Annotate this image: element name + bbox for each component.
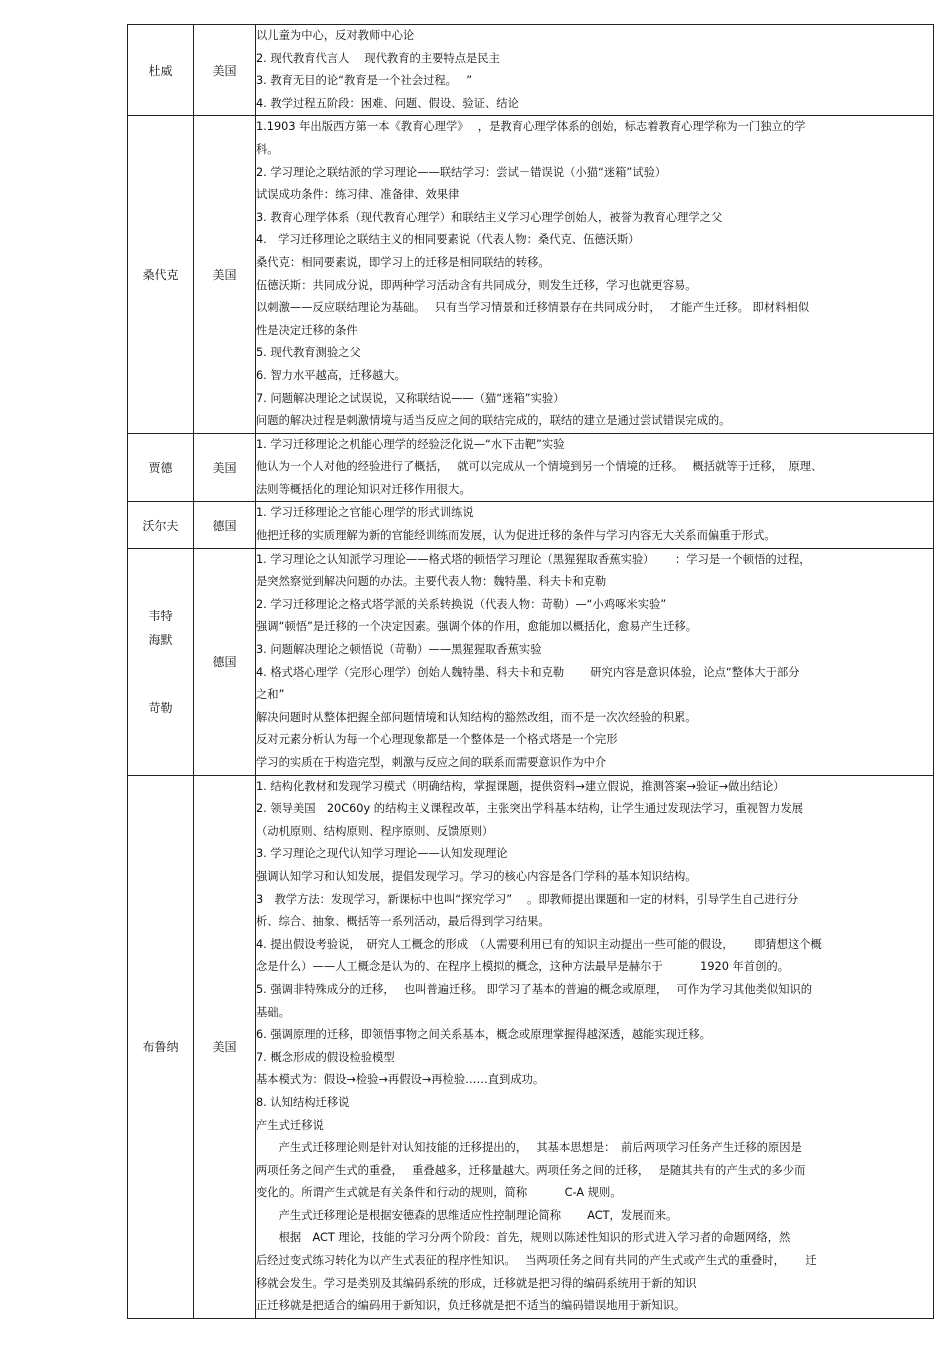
theorist-name: 沃尔夫: [142, 518, 179, 533]
content-line: 2. 学习迁移理论之格式塔学派的关系转换说（代表人物：苛勒）—“小鸡啄米实验”: [256, 597, 667, 611]
content-line: 产生式迁移说: [256, 1118, 324, 1132]
content-line: 2. 现代教育代言人 现代教育的主要特点是民主: [256, 51, 500, 65]
country-cell: [194, 548, 256, 775]
country-cell: [194, 25, 256, 116]
content-line: 桑代克：相同要素说，即学习上的迁移是相同联结的转移。: [256, 255, 550, 269]
content-line: 后经过变式练习转化为以产生式表征的程序性知识。 当两项任务之间有共同的产生式或产生式的重叠时， 迁: [256, 1254, 817, 1268]
content-line: 3. 学习理论之现代认知学习理论——认知发现理论: [256, 847, 508, 861]
content-line: 产生式迁移理论是根据安德森的思维适应性控制理论简称 ACT，发展而来。: [256, 1208, 678, 1222]
theorists-table: [127, 24, 934, 1319]
country-label: 美国: [212, 268, 237, 283]
content-line: 4. 格式塔心理学（完形心理学）创始人魏特墨、科夫卡和克勒 研究内容是意识体验，论点“整体大于部分: [256, 665, 800, 679]
content-line: 4. 学习迁移理论之联结主义的相同要素说（代表人物：桑代克、伍德沃斯）: [256, 233, 640, 247]
content-line: 3 教学方法：发现学习，新课标中也叫“探究学习” 。即教师提出课题和一定的材料，引导学生自己进行分: [256, 892, 799, 906]
content-line: 科。: [256, 142, 279, 156]
content-line: 是突然察觉到解决问题的办法。主要代表人物：魏特墨、科夫卡和克勒: [256, 575, 607, 589]
content-line: 2. 领导美国 20C60y 的结构主义课程改革，主张突出学科基本结构，让学生通过发现法学习，重视智力发展: [256, 802, 804, 816]
theorist-name: 韦特: [148, 608, 173, 623]
country-cell: [194, 775, 256, 1318]
theory-content-cell: [256, 502, 934, 548]
content-line: 反对元素分析认为每一个心理现象都是一个整体是一个格式塔是一个完形: [256, 733, 618, 747]
content-line: 3. 教育心理学体系（现代教育心理学）和联结主义学习心理学创始人，被誉为教育心理学之父: [256, 210, 723, 224]
content-line: 8. 认知结构迁移说: [256, 1095, 350, 1109]
content-line: 变化的。所谓产生式就是有关条件和行动的规则，简称 C-A 规则。: [256, 1186, 622, 1200]
content-line: 2. 学习理论之联结派的学习理论——联结学习：尝试－错误说（小猫“迷箱”试验）: [256, 165, 667, 179]
content-line: 正迁移就是把适合的编码用于新知识，负迁移就是把不适当的编码错误地用于新知识。: [256, 1299, 686, 1313]
table-row: [128, 775, 934, 1318]
content-line: 5. 强调非特殊成分的迁移， 也叫普遍迁移。 即学习了基本的普遍的概念或原理， 可作为学习其他类似知识的: [256, 982, 813, 996]
theorist-name-cell: [128, 433, 194, 502]
content-line: 解决问题时从整体把握全部问题情境和认知结构的豁然改组，而不是一次次经验的积累。: [256, 710, 697, 724]
content-line: 两项任务之间产生式的重叠， 重叠越多，迁移量越大。两项任务之间的迁移， 是随其共有的产生式的多少而: [256, 1163, 806, 1177]
theorist-name: 苛勒: [148, 700, 173, 715]
theorist-name-cell: [128, 25, 194, 116]
country-cell: [194, 502, 256, 548]
content-line: 4. 教学过程五阶段：困难、问题、假设、验证、结论: [256, 96, 519, 110]
theorist-name: 海默: [148, 632, 173, 647]
content-line: 强调“顿悟”是迁移的一个决定因素。强调个体的作用，愈能加以概括化，愈易产生迁移。: [256, 620, 697, 634]
theory-content-cell: [256, 775, 934, 1318]
content-line: 1. 学习迁移理论之机能心理学的经验泛化说—“水下击靶”实验: [256, 437, 565, 451]
content-line: 1.1903 年出版西方第一本《教育心理学》 ，是教育心理学体系的创始，标志着教育心理学称为一门独立的学: [256, 120, 806, 134]
country-label: 美国: [212, 1040, 237, 1055]
country-label: 德国: [212, 655, 237, 670]
content-line: 法则等概括化的理论知识对迁移作用很大。: [256, 482, 471, 496]
content-line: 移就会发生。学习是类别及其编码系统的形成，迁移就是把习得的编码系统用于新的知识: [256, 1276, 697, 1290]
content-line: 6. 智力水平越高，迁移越大。: [256, 368, 406, 382]
theory-content-cell: [256, 25, 934, 116]
theorist-name-cell: [128, 116, 194, 433]
content-line: 4. 提出假设考验说， 研究人工概念的形成 （人需要利用已有的知识主动提出一些可能的假设， 即猜想这个概: [256, 937, 822, 951]
theorist-name: 桑代克: [142, 268, 179, 283]
content-line: 问题的解决过程是刺激情境与适当反应之间的联结完成的，联结的建立是通过尝试错误完成的。: [256, 414, 731, 428]
content-line: 5. 现代教育测验之父: [256, 346, 361, 360]
table-row: [128, 116, 934, 433]
content-line: 7. 问题解决理论之试误说，又称联结说——（猫“迷箱”实验）: [256, 391, 565, 405]
content-line: 他把迁移的实质理解为新的官能经训练而发展，认为促进迁移的条件与学习内容无大关系而偏重于形式。: [256, 529, 776, 543]
content-line: 性是决定迁移的条件: [256, 323, 358, 337]
theory-content-cell: [256, 116, 934, 433]
theorist-name: 杜威: [148, 63, 173, 78]
content-line: 强调认知学习和认知发展，提倡发现学习。学习的核心内容是各门学科的基本知识结构。: [256, 869, 697, 883]
theorist-names: [128, 604, 193, 720]
country-cell: [194, 433, 256, 502]
content-line: （动机原则、结构原则、程序原则、反馈原则）: [256, 824, 494, 838]
content-line: 1. 结构化教材和发现学习模式（明确结构，掌握课题，提供资料→建立假说，推测答案→验证→做出结论）: [256, 779, 785, 793]
content-line: 6. 强调原理的迁移，即领悟事物之间关系基本，概念或原理掌握得越深透，越能实现迁移。: [256, 1028, 711, 1042]
theory-content-cell: [256, 548, 934, 775]
table-row: [128, 25, 934, 116]
country-label: 德国: [212, 518, 237, 533]
content-line: 基础。: [256, 1005, 290, 1019]
table-body: [128, 25, 934, 1319]
table-row: [128, 502, 934, 548]
content-line: 7. 概念形成的假设检验模型: [256, 1050, 395, 1064]
content-line: 学习的实质在于构造完型，刺激与反应之间的联系而需要意识作为中介: [256, 756, 607, 769]
content-line: 他认为一个人对他的经验进行了概括， 就可以完成从一个情境到另一个情境的迁移。 概括就等于迁移， 原理、: [256, 460, 823, 474]
content-line: 1. 学习迁移理论之官能心理学的形式训练说: [256, 506, 474, 520]
content-line: 以刺激——反应联结理论为基础。 只有当学习情景和迁移情景存在共同成分时， 才能产生迁移。 即材料相似: [256, 301, 810, 315]
content-line: 1. 学习理论之认知派学习理论——格式塔的顿悟学习理论（黑猩猩取香蕉实验） ：学习是一个顿悟的过程，: [256, 552, 811, 566]
content-line: 析、综合、抽象、概括等一系列活动，最后得到学习结果。: [256, 915, 550, 929]
theorist-name: 布鲁纳: [142, 1040, 179, 1055]
country-label: 美国: [212, 63, 237, 78]
content-line: 基本模式为：假设→检验→再假设→再检验……直到成功。: [256, 1073, 545, 1087]
content-line: 试误成功条件：练习律、准备律、效果律: [256, 188, 460, 202]
content-line: 念是什么）——人工概念是认为的、在程序上模拟的概念，这种方法最早是赫尔于 1920 年首创的。: [256, 960, 789, 974]
table-row: [128, 548, 934, 775]
theorist-name: 贾德: [148, 461, 173, 476]
theorist-name-cell: [128, 548, 194, 775]
content-line: 3. 问题解决理论之顿悟说（苛勒）——黑猩猩取香蕉实验: [256, 643, 542, 657]
table-row: [128, 433, 934, 502]
theorist-name-cell: [128, 502, 194, 548]
content-line: 之和”: [256, 688, 285, 702]
content-line: 3. 教育无目的论“教育是一个社会过程。 ”: [256, 74, 473, 88]
content-line: 根据 ACT 理论，技能的学习分两个阶段：首先，规则以陈述性知识的形式进入学习者的命题网络，然: [256, 1231, 791, 1245]
content-line: 产生式迁移理论则是针对认知技能的迁移提出的， 其基本思想是： 前后两项学习任务产生迁移的原因是: [256, 1141, 802, 1155]
country-label: 美国: [212, 461, 237, 476]
theory-content-cell: [256, 433, 934, 502]
content-line: 以儿童为中心，反对教师中心论: [256, 29, 415, 42]
country-cell: [194, 116, 256, 433]
content-line: 伍德沃斯：共同成分说，即两种学习活动含有共同成分，则发生迁移，学习也就更容易。: [256, 278, 697, 292]
theorist-name-cell: [128, 775, 194, 1318]
